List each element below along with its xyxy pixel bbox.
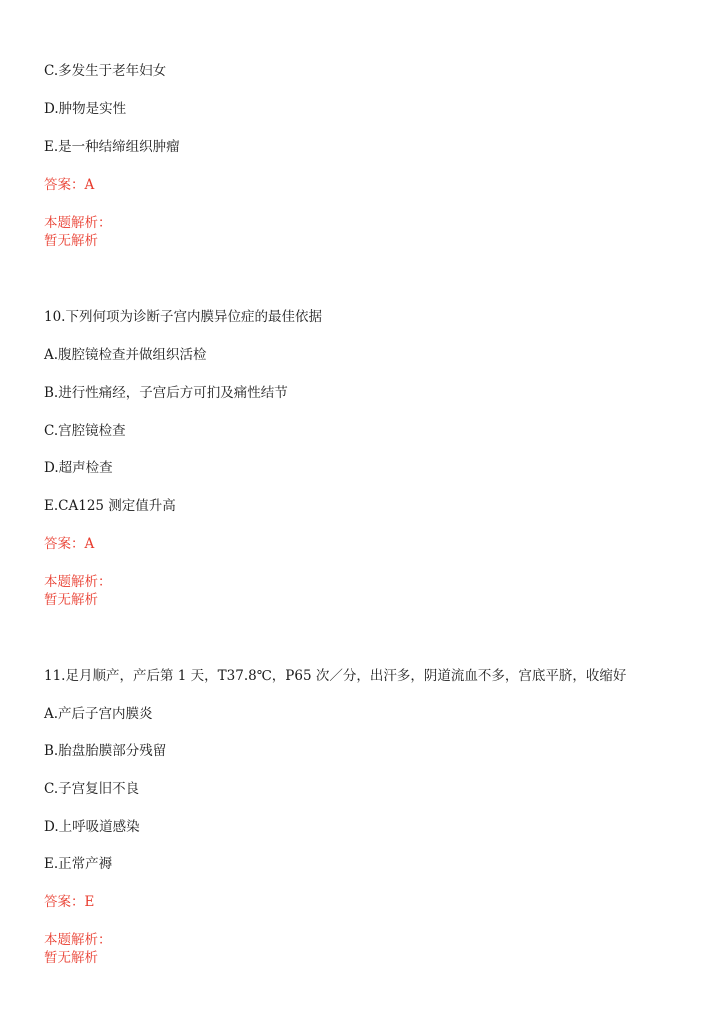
- answer: 答案：E: [44, 894, 95, 910]
- analysis-text: 暂无解析: [44, 950, 98, 966]
- analysis-label: 本题解析：: [44, 215, 112, 231]
- option-e: E.是一种结缔组织肿瘤: [44, 139, 180, 155]
- option-a: A.腹腔镜检查并做组织活检: [44, 347, 207, 363]
- analysis-text: 暂无解析: [44, 592, 98, 608]
- option-d: D.超声检查: [44, 460, 113, 476]
- analysis-label: 本题解析：: [44, 574, 112, 590]
- option-a: A.产后子宫内膜炎: [44, 706, 153, 722]
- option-c: C.宫腔镜检查: [44, 423, 126, 439]
- answer: 答案：A: [44, 536, 95, 552]
- option-d: D.上呼吸道感染: [44, 819, 140, 835]
- answer: 答案：A: [44, 177, 95, 193]
- option-e: E.CA125 测定值升高: [44, 498, 176, 514]
- question-stem: 11.足月顺产，产后第 1 天，T37.8℃，P65 次／分，出汗多，阴道流血不多，宫底平脐，收缩好: [44, 668, 627, 684]
- option-c: C.多发生于老年妇女: [44, 63, 167, 79]
- analysis-label: 本题解析：: [44, 932, 112, 948]
- analysis-text: 暂无解析: [44, 233, 98, 249]
- option-d: D.肿物是实性: [44, 101, 127, 117]
- option-b: B.胎盘胎膜部分残留: [44, 743, 167, 759]
- option-e: E.正常产褥: [44, 856, 113, 872]
- option-b: B.进行性痛经，子宫后方可扪及痛性结节: [44, 385, 288, 401]
- option-c: C.子宫复旧不良: [44, 781, 140, 797]
- question-stem: 10.下列何项为诊断子宫内膜异位症的最佳依据: [44, 309, 322, 325]
